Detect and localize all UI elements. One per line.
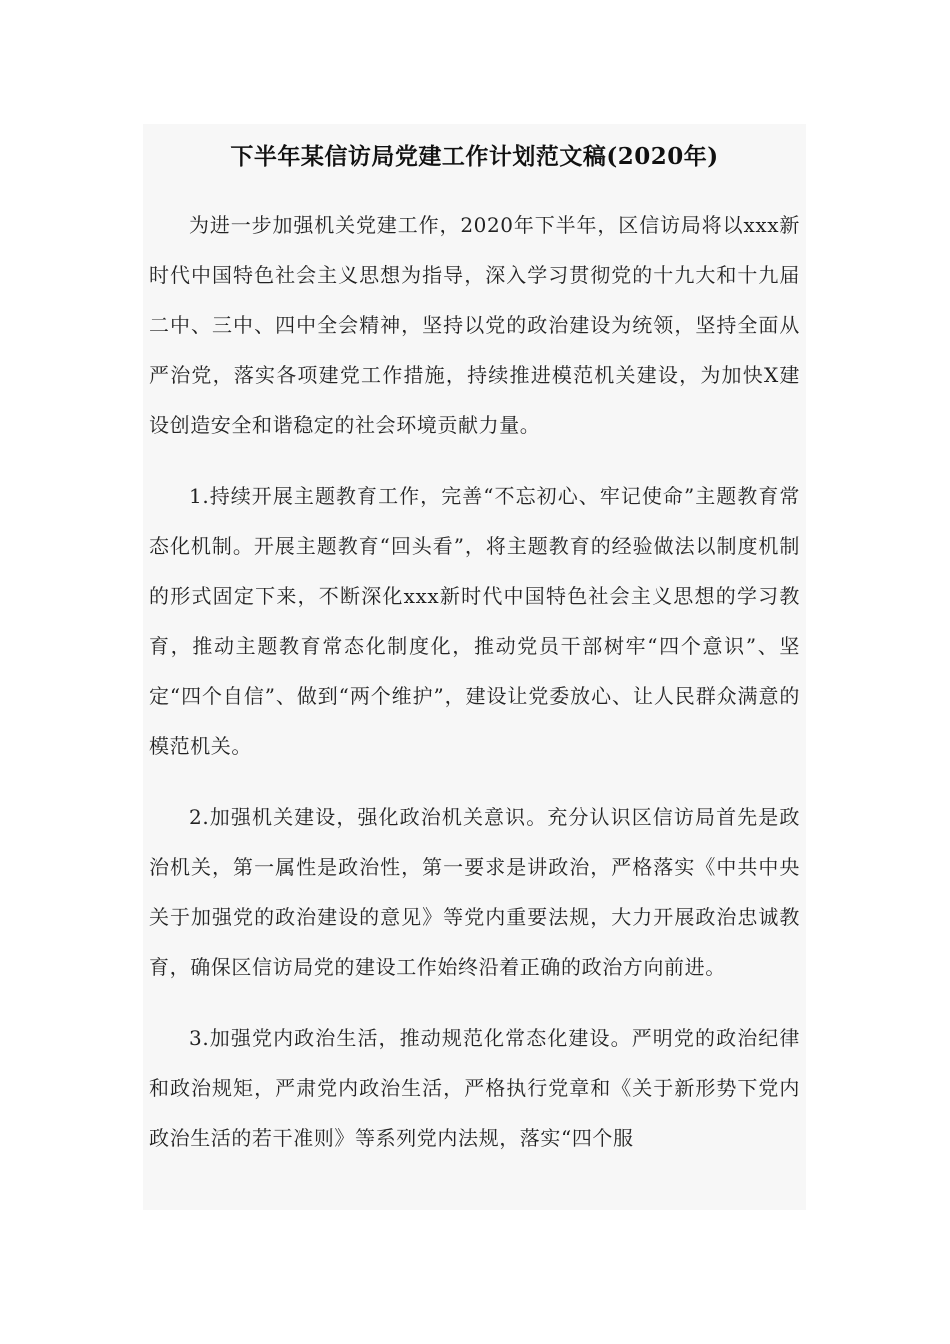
document-body [143,180,806,1163]
paragraph-item-1: 1.持续开展主题教育工作，完善“不忘初心、牢记使命”主题教育常态化机制。开展主题教育“回头看”，将主题教育的经验做法以制度机制的形式固定下来，不断深化xxx新时代中国特色社会主义思想的学习教育，推动主题教育常态化制度化，推动党员干部树牢“四个意识”、坚定“四个自信”、做到“两个维护”，建设让党委放心、让人民群众满意的模范机关。 [149,484,800,758]
paragraph-item-2: 2.加强机关建设，强化政治机关意识。充分认识区信访局首先是政治机关，第一属性是政治性，第一要求是讲政治，严格落实《中共中央关于加强党的政治建设的意见》等党内重要法规，大力开展政治忠诚教育，确保区信访局党的建设工作始终沿着正确的政治方向前进。 [149,805,800,979]
document-page [143,124,806,1210]
paragraph-intro: 为进一步加强机关党建工作，2020年下半年，区信访局将以xxx新时代中国特色社会主义思想为指导，深入学习贯彻党的十九大和十九届二中、三中、四中全会精神，坚持以党的政治建设为统领，坚持全面从严治党，落实各项建党工作措施，持续推进模范机关建设，为加快X建设创造安全和谐稳定的社会环境贡献力量。 [149,213,800,437]
document-title: 下半年某信访局党建工作计划范文稿(2020年) [230,143,719,170]
paragraph-item-3: 3.加强党内政治生活，推动规范化常态化建设。严明党的政治纪律和政治规矩，严肃党内政治生活，严格执行党章和《关于新形势下党内政治生活的若干准则》等系列党内法规，落实“四个服 [149,1026,800,1150]
